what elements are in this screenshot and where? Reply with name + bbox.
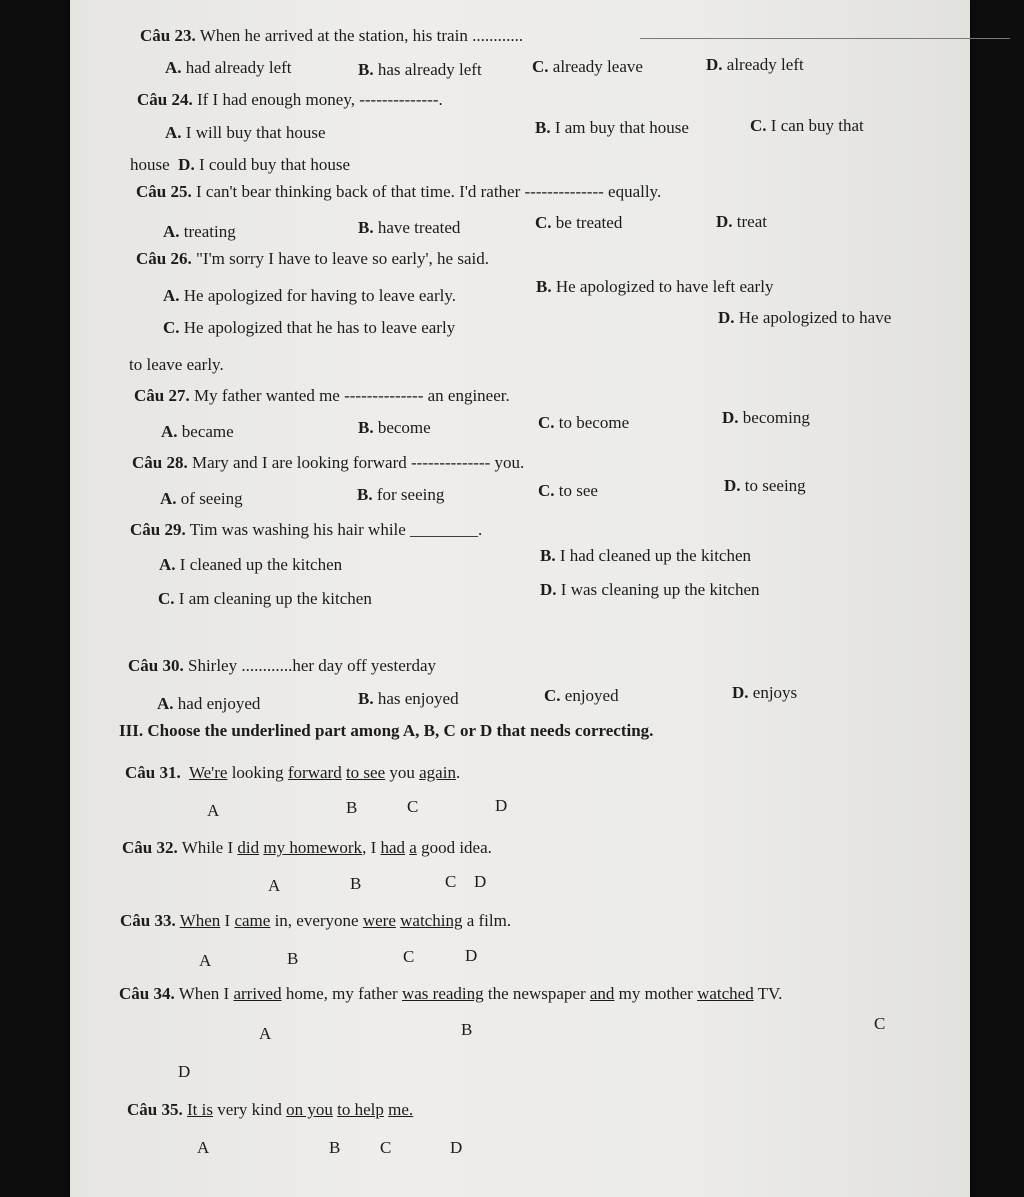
option-d[interactable]: D. becoming bbox=[722, 408, 810, 427]
option-b[interactable]: B. become bbox=[358, 418, 431, 437]
underlined-part-b: was reading bbox=[401, 984, 484, 1003]
option-c[interactable]: C. to see bbox=[538, 481, 598, 500]
mark-c[interactable]: C bbox=[874, 1014, 886, 1033]
underlined-part-b: on you bbox=[286, 1100, 333, 1119]
option-d[interactable]: D. He apologized to have bbox=[718, 308, 892, 327]
option-a[interactable]: A. I cleaned up the kitchen bbox=[159, 555, 343, 574]
option-a[interactable]: A. treating bbox=[163, 222, 236, 241]
option-b[interactable]: B. He apologized to have left early bbox=[536, 277, 774, 296]
question-25: Câu 25. I can't bear thinking back of that time. I'd rather -------------- equally. bbox=[136, 182, 662, 201]
underlined-part-b: my homework bbox=[263, 838, 363, 857]
mark-a[interactable]: A bbox=[199, 951, 212, 970]
mark-b[interactable]: B bbox=[287, 949, 299, 968]
underlined-part-a: arrived bbox=[233, 984, 282, 1003]
underlined-part-c: had bbox=[380, 838, 406, 857]
option-c[interactable]: C. to become bbox=[538, 413, 630, 432]
option-b[interactable]: B. have treated bbox=[358, 218, 461, 237]
question-24: Câu 24. If I had enough money, --------------. bbox=[137, 90, 443, 109]
mark-b[interactable]: B bbox=[461, 1020, 473, 1039]
mark-b[interactable]: B bbox=[346, 798, 358, 817]
mark-d[interactable]: D bbox=[178, 1062, 191, 1081]
header-rule bbox=[640, 38, 1010, 39]
option-d-wrap: to leave early. bbox=[129, 355, 224, 374]
mark-d[interactable]: D bbox=[474, 872, 487, 891]
underlined-part-a: We're bbox=[188, 763, 228, 782]
exam-sheet bbox=[70, 0, 970, 1197]
underlined-part-a: did bbox=[237, 838, 260, 857]
underlined-part-d: watching bbox=[400, 911, 463, 930]
option-d[interactable]: D. treat bbox=[716, 212, 767, 231]
mark-a[interactable]: A bbox=[197, 1138, 210, 1157]
option-b[interactable]: B. I had cleaned up the kitchen bbox=[540, 546, 752, 565]
option-c[interactable]: C. be treated bbox=[535, 213, 623, 232]
section-heading: III. Choose the underlined part among A, B, C or D that needs correcting. bbox=[119, 721, 654, 740]
question-number: Câu 23. bbox=[140, 26, 196, 45]
option-b[interactable]: B. has already left bbox=[358, 60, 482, 79]
question-32: Câu 32. While I did my homework, I had a good idea. bbox=[122, 838, 492, 857]
option-c[interactable]: C. He apologized that he has to leave early bbox=[163, 318, 456, 337]
option-c[interactable]: C. already leave bbox=[532, 57, 643, 76]
option-a[interactable]: A. of seeing bbox=[160, 489, 243, 508]
underlined-part-d: again bbox=[419, 763, 456, 782]
underlined-part-a: When bbox=[179, 911, 221, 930]
mark-a[interactable]: A bbox=[207, 801, 220, 820]
mark-a[interactable]: A bbox=[268, 876, 281, 895]
underlined-part-b: forward bbox=[287, 763, 342, 782]
question-27: Câu 27. My father wanted me -------------- an engineer. bbox=[134, 386, 510, 405]
option-a[interactable]: A. He apologized for having to leave early. bbox=[163, 286, 456, 305]
underlined-part-c: and bbox=[589, 984, 615, 1003]
underlined-part-b: came bbox=[234, 911, 271, 930]
underlined-part-c: to help bbox=[337, 1100, 384, 1119]
mark-c[interactable]: C bbox=[403, 947, 415, 966]
question-35: Câu 35. It is very kind on you to help me. bbox=[127, 1100, 414, 1119]
mark-d[interactable]: D bbox=[495, 796, 508, 815]
mark-c[interactable]: C bbox=[407, 797, 419, 816]
mark-b[interactable]: B bbox=[329, 1138, 341, 1157]
question-26: Câu 26. "I'm sorry I have to leave so early', he said. bbox=[136, 249, 489, 268]
question-text: When he arrived at the station, his train ............ bbox=[199, 26, 524, 45]
mark-c[interactable]: C bbox=[380, 1138, 392, 1157]
question-34: Câu 34. When I arrived home, my father was reading the newspaper and my mother watched TV. bbox=[119, 984, 783, 1003]
underlined-part-d: watched bbox=[697, 984, 754, 1003]
underlined-part-c: were bbox=[362, 911, 396, 930]
question-23 bbox=[140, 26, 523, 46]
option-a[interactable]: A. I will buy that house bbox=[165, 123, 326, 142]
option-c[interactable]: C. enjoyed bbox=[544, 686, 619, 705]
mark-d[interactable]: D bbox=[450, 1138, 463, 1157]
option-a[interactable]: A. had already left bbox=[165, 58, 292, 77]
option-a[interactable]: A. had enjoyed bbox=[157, 694, 261, 713]
option-d[interactable]: D. enjoys bbox=[732, 683, 798, 702]
option-d[interactable]: D. I was cleaning up the kitchen bbox=[540, 580, 760, 599]
question-30: Câu 30. Shirley ............her day off yesterday bbox=[128, 656, 436, 675]
mark-d[interactable]: D bbox=[465, 946, 478, 965]
mark-b[interactable]: B bbox=[350, 874, 362, 893]
mark-a[interactable]: A bbox=[259, 1024, 272, 1043]
option-b[interactable]: B. has enjoyed bbox=[358, 689, 459, 708]
underlined-part-d: me. bbox=[388, 1100, 414, 1119]
mark-c[interactable]: C bbox=[445, 872, 457, 891]
option-c[interactable]: C. I am cleaning up the kitchen bbox=[158, 589, 372, 608]
underlined-part-d: a bbox=[409, 838, 417, 857]
question-33: Câu 33. When I came in, everyone were watching a film. bbox=[120, 911, 512, 930]
question-31: Câu 31. We're looking forward to see you again. bbox=[125, 763, 461, 782]
option-b[interactable]: B. I am buy that house bbox=[535, 118, 689, 137]
underlined-part-a: It is bbox=[186, 1100, 213, 1119]
option-a[interactable]: A. became bbox=[161, 422, 234, 441]
question-28: Câu 28. Mary and I are looking forward -------------- you. bbox=[132, 453, 525, 472]
underlined-part-c: to see bbox=[345, 763, 386, 782]
option-d[interactable]: D. already left bbox=[706, 55, 804, 74]
option-d[interactable]: D. to seeing bbox=[724, 476, 806, 495]
option-b[interactable]: B. for seeing bbox=[357, 485, 445, 504]
question-29: Câu 29. Tim was washing his hair while ________. bbox=[130, 520, 483, 539]
option-c[interactable]: C. I can buy that bbox=[750, 116, 864, 135]
option-c-wrap-and-option-d[interactable]: house D. I could buy that house bbox=[130, 155, 351, 174]
